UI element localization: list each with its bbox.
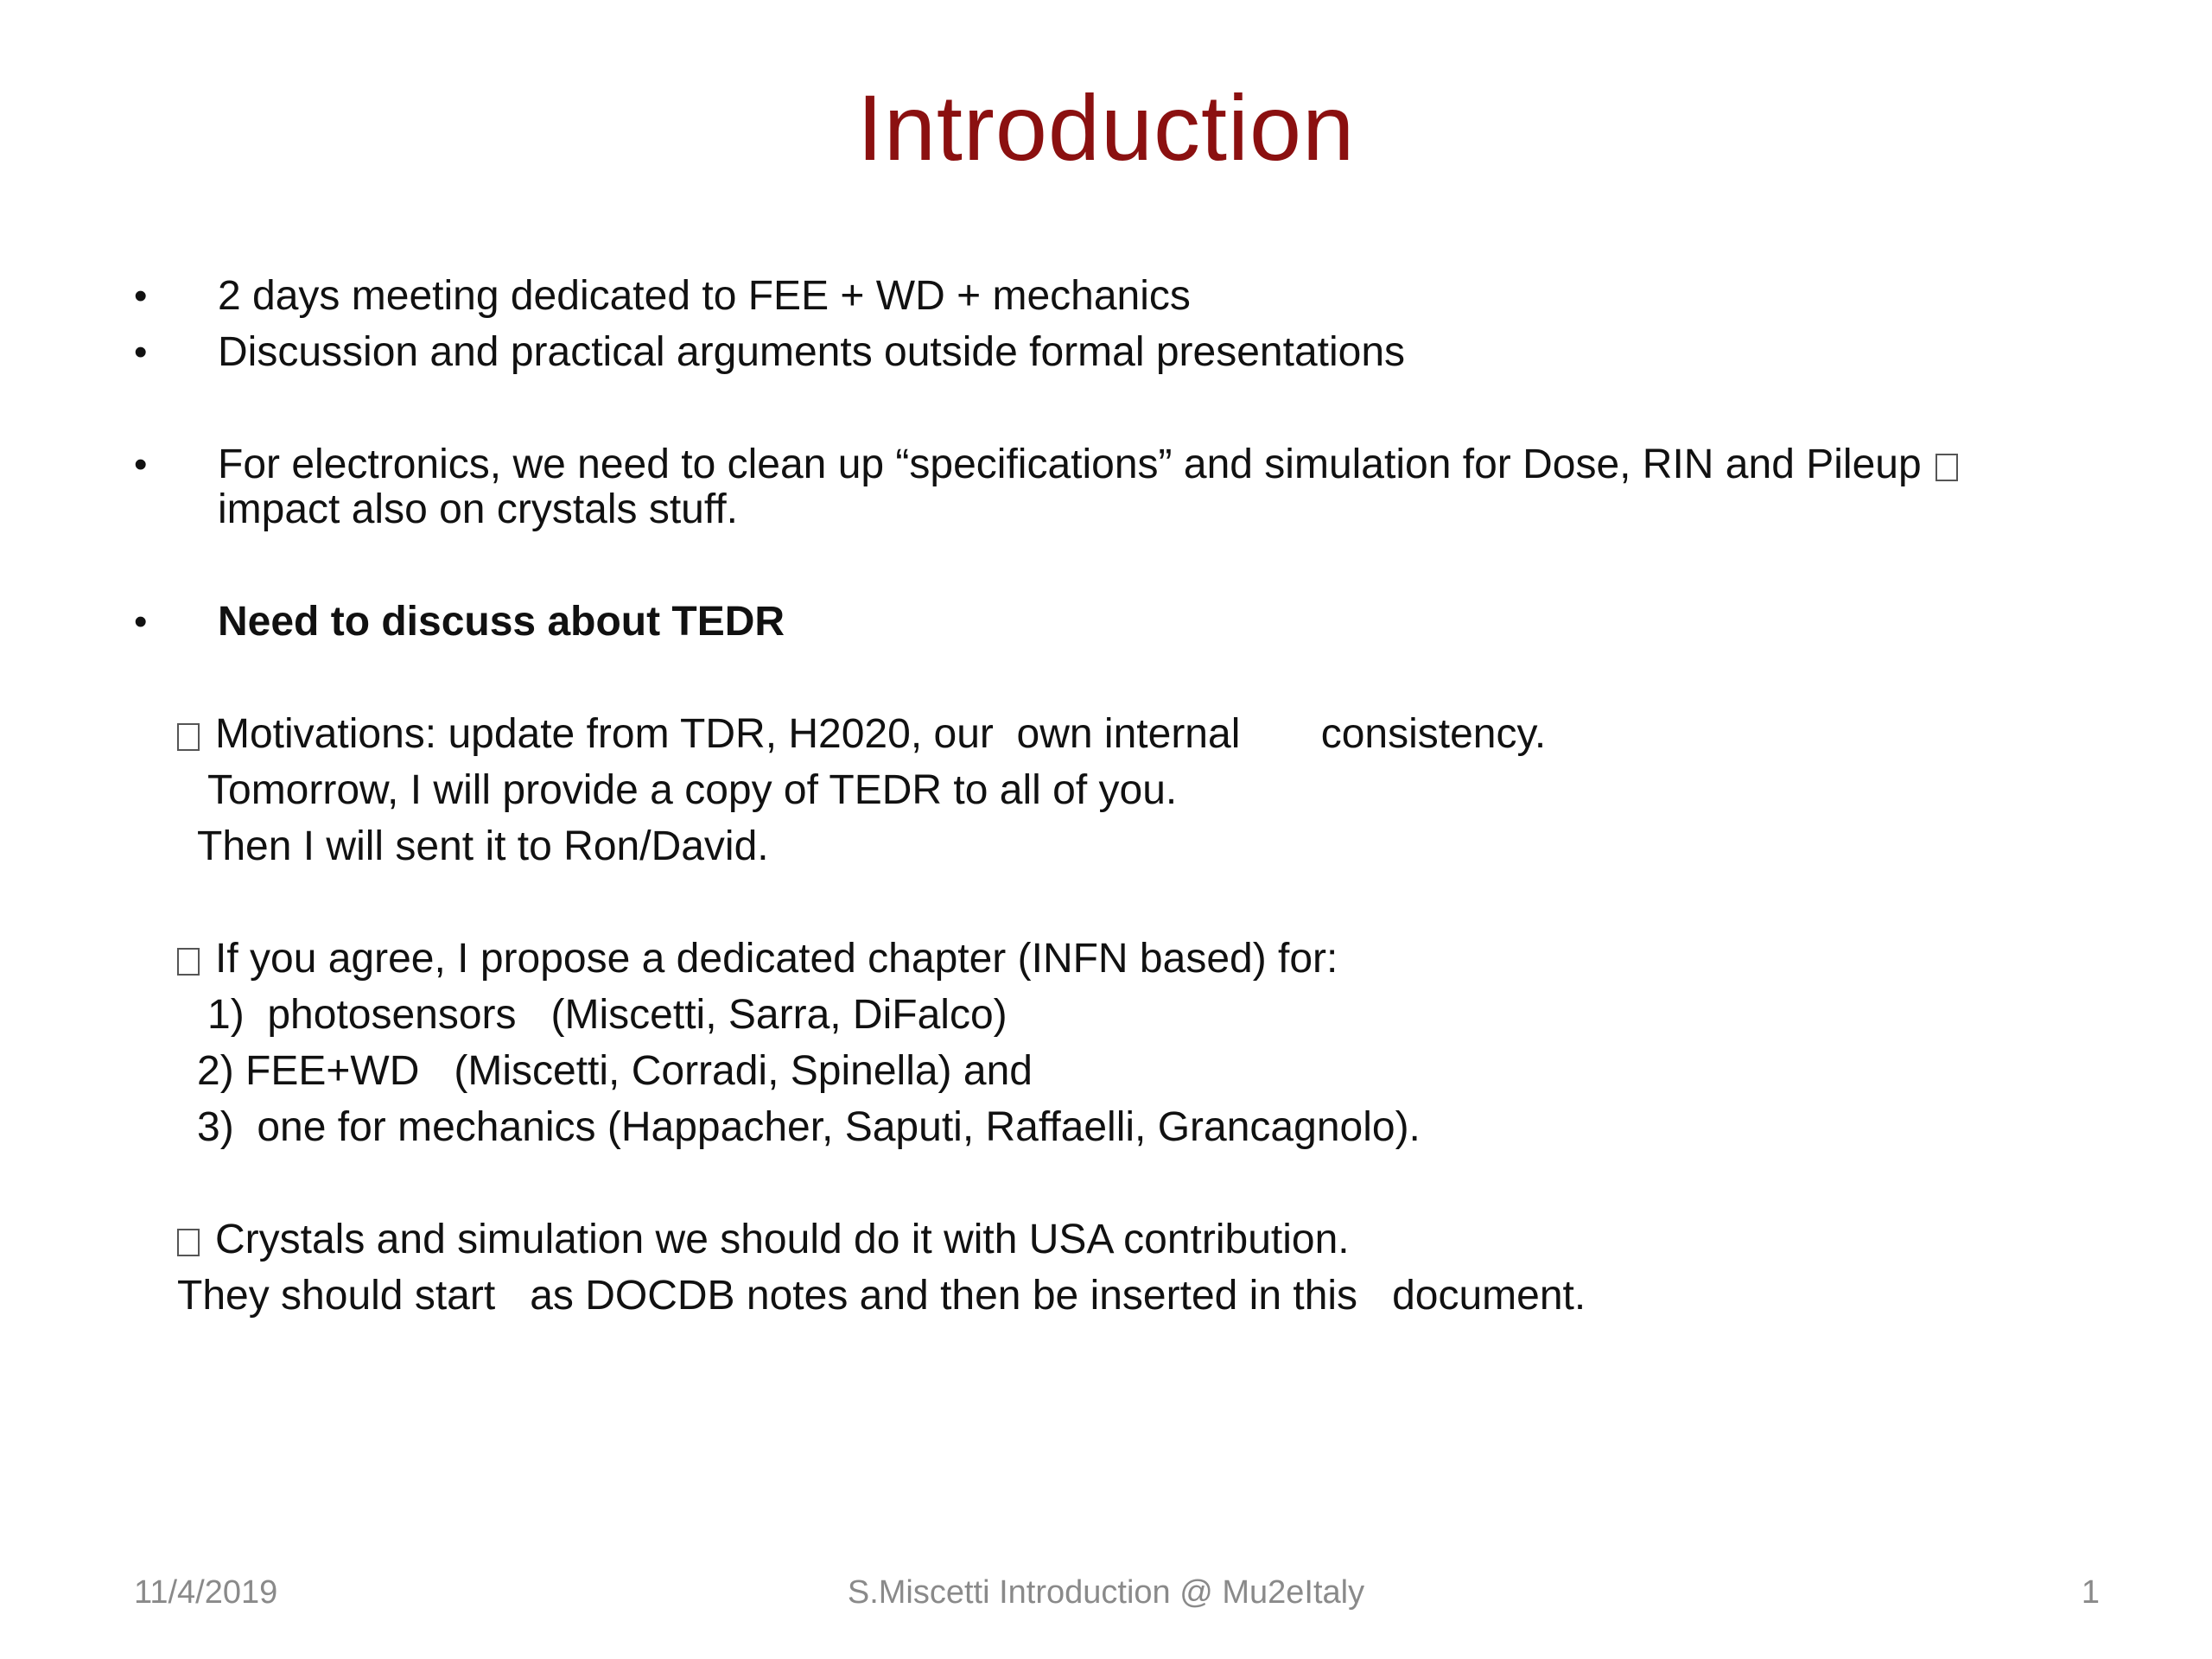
motivations-line-1: [177, 709, 1546, 760]
footer-page-number: 1: [2081, 1574, 2100, 1611]
proposal-line-2: 1) photosensors (Miscetti, Sarra, DiFalco): [207, 992, 1007, 1038]
checkbox-glyph-icon: [177, 948, 200, 976]
footer-center: S.Miscetti Introduction @ Mu2eItaly: [847, 1574, 1365, 1611]
checkbox-glyph-icon: [177, 723, 200, 751]
proposal-text-1: If you agree, I propose a dedicated chapter (INFN based) for:: [215, 936, 1338, 982]
motivations-line-3: Then I will sent it to Ron/David.: [197, 823, 769, 869]
crystals-line-1: [177, 1214, 1350, 1266]
bullet-dot-icon: •: [134, 275, 148, 317]
bullet-dot-icon: •: [134, 331, 148, 373]
footer-date: 11/4/2019: [134, 1574, 278, 1611]
bullet-dot-icon: •: [134, 443, 148, 486]
proposal-line-4: 3) one for mechanics (Happacher, Saputi, Raffaelli, Grancagnolo).: [197, 1104, 1421, 1150]
crystals-line-2: They should start as DOCDB notes and then be inserted in this document.: [177, 1273, 1586, 1319]
proposal-line-1: [177, 933, 1338, 985]
bullet-dot-icon: •: [134, 601, 148, 643]
bullet-text-4: Need to discuss about TEDR: [218, 599, 785, 645]
crystals-text-1: Crystals and simulation we should do it with USA contribution.: [215, 1217, 1350, 1262]
bullet-text-3-continuation: impact also on crystals stuff.: [218, 486, 739, 532]
slide-title: Introduction: [856, 75, 1356, 180]
bullet-text-3-content: For electronics, we need to clean up “specifications” and simulation for Dose, RIN and Pileup: [218, 442, 1922, 487]
motivations-text-1: Motivations: update from TDR, H2020, our own internal consistency.: [215, 711, 1547, 757]
checkbox-glyph-icon: [177, 1229, 200, 1256]
bullet-text-1: 2 days meeting dedicated to FEE + WD + mechanics: [218, 273, 1191, 319]
bullet-text-3: [218, 439, 1958, 491]
checkbox-glyph-icon: [1936, 454, 1958, 481]
proposal-line-3: 2) FEE+WD (Miscetti, Corradi, Spinella) and: [197, 1048, 1033, 1094]
motivations-line-2: Tomorrow, I will provide a copy of TEDR to all of you.: [207, 767, 1178, 813]
bullet-text-2: Discussion and practical arguments outside formal presentations: [218, 329, 1406, 375]
